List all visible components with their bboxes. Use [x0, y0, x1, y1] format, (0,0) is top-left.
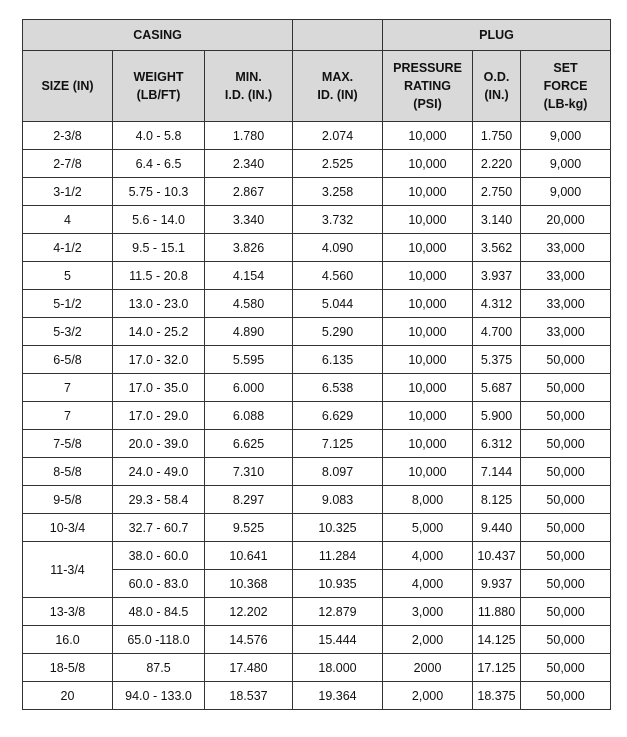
cell-size: 4-1/2 [23, 234, 113, 262]
cell-pressure: 2,000 [383, 682, 473, 710]
cell-min-id: 8.297 [205, 486, 293, 514]
cell-set-force: 50,000 [521, 654, 611, 682]
cell-od: 3.937 [473, 262, 521, 290]
cell-pressure: 10,000 [383, 346, 473, 374]
table-row [23, 514, 611, 542]
cell-min-id: 4.154 [205, 262, 293, 290]
cell-size: 5 [23, 262, 113, 290]
cell-pressure: 10,000 [383, 458, 473, 486]
cell-od: 17.125 [473, 654, 521, 682]
cell-pressure: 10,000 [383, 206, 473, 234]
cell-min-id: 17.480 [205, 654, 293, 682]
cell-max-id: 4.560 [293, 262, 383, 290]
cell-min-id: 18.537 [205, 682, 293, 710]
cell-pressure: 10,000 [383, 430, 473, 458]
cell-od: 18.375 [473, 682, 521, 710]
cell-min-id: 5.595 [205, 346, 293, 374]
cell-weight: 17.0 - 29.0 [113, 402, 205, 430]
cell-weight: 5.6 - 14.0 [113, 206, 205, 234]
size-header: SIZE (IN) [23, 51, 113, 122]
cell-od: 5.375 [473, 346, 521, 374]
cell-max-id: 2.074 [293, 122, 383, 150]
cell-pressure: 10,000 [383, 402, 473, 430]
cell-max-id: 5.044 [293, 290, 383, 318]
cell-pressure: 3,000 [383, 598, 473, 626]
cell-size: 7 [23, 374, 113, 402]
cell-pressure: 10,000 [383, 318, 473, 346]
cell-set-force: 50,000 [521, 626, 611, 654]
cell-max-id: 3.732 [293, 206, 383, 234]
cell-pressure: 10,000 [383, 290, 473, 318]
table-row [23, 346, 611, 374]
cell-weight: 9.5 - 15.1 [113, 234, 205, 262]
table-row [23, 598, 611, 626]
column-header-row [23, 51, 611, 122]
cell-size: 6-5/8 [23, 346, 113, 374]
cell-min-id: 2.340 [205, 150, 293, 178]
cell-set-force: 50,000 [521, 486, 611, 514]
cell-set-force: 33,000 [521, 262, 611, 290]
cell-max-id: 7.125 [293, 430, 383, 458]
cell-pressure: 4,000 [383, 542, 473, 570]
cell-pressure: 5,000 [383, 514, 473, 542]
cell-od: 6.312 [473, 430, 521, 458]
cell-max-id: 10.935 [293, 570, 383, 598]
table-row [23, 122, 611, 150]
table-row [23, 654, 611, 682]
cell-size: 9-5/8 [23, 486, 113, 514]
plug-group-header: PLUG [383, 20, 611, 51]
cell-weight: 60.0 - 83.0 [113, 570, 205, 598]
cell-pressure: 8,000 [383, 486, 473, 514]
cell-od: 7.144 [473, 458, 521, 486]
cell-max-id: 18.000 [293, 654, 383, 682]
cell-pressure: 10,000 [383, 178, 473, 206]
cell-min-id: 6.625 [205, 430, 293, 458]
cell-weight: 48.0 - 84.5 [113, 598, 205, 626]
cell-set-force: 50,000 [521, 682, 611, 710]
cell-min-id: 1.780 [205, 122, 293, 150]
cell-pressure: 4,000 [383, 570, 473, 598]
cell-od: 10.437 [473, 542, 521, 570]
pressure-rating-header: PRESSURE RATING (PSI) [383, 51, 473, 122]
set-force-header: SET FORCE (LB-kg) [521, 51, 611, 122]
cell-size: 10-3/4 [23, 514, 113, 542]
cell-max-id: 9.083 [293, 486, 383, 514]
cell-set-force: 50,000 [521, 374, 611, 402]
cell-min-id: 9.525 [205, 514, 293, 542]
cell-pressure: 10,000 [383, 150, 473, 178]
cell-set-force: 50,000 [521, 598, 611, 626]
cell-pressure: 10,000 [383, 122, 473, 150]
cell-size: 4 [23, 206, 113, 234]
table-row [23, 150, 611, 178]
weight-header: WEIGHT (LB/FT) [113, 51, 205, 122]
cell-od: 11.880 [473, 598, 521, 626]
table-body [23, 122, 611, 710]
cell-weight: 32.7 - 60.7 [113, 514, 205, 542]
cell-set-force: 9,000 [521, 178, 611, 206]
cell-min-id: 4.580 [205, 290, 293, 318]
cell-pressure: 2,000 [383, 626, 473, 654]
cell-size: 7 [23, 402, 113, 430]
cell-size: 11-3/4 [23, 542, 113, 598]
table-row [23, 206, 611, 234]
cell-max-id: 15.444 [293, 626, 383, 654]
cell-size: 20 [23, 682, 113, 710]
table-row [23, 458, 611, 486]
table-row [23, 374, 611, 402]
cell-min-id: 12.202 [205, 598, 293, 626]
cell-weight: 6.4 - 6.5 [113, 150, 205, 178]
cell-od: 4.312 [473, 290, 521, 318]
cell-max-id: 6.538 [293, 374, 383, 402]
table-row [23, 234, 611, 262]
cell-min-id: 10.368 [205, 570, 293, 598]
cell-max-id: 5.290 [293, 318, 383, 346]
group-header-spacer [293, 20, 383, 51]
cell-min-id: 6.088 [205, 402, 293, 430]
cell-size: 7-5/8 [23, 430, 113, 458]
cell-size: 5-3/2 [23, 318, 113, 346]
table-row [23, 430, 611, 458]
cell-od: 3.562 [473, 234, 521, 262]
cell-set-force: 50,000 [521, 458, 611, 486]
cell-max-id: 4.090 [293, 234, 383, 262]
cell-set-force: 50,000 [521, 514, 611, 542]
cell-pressure: 10,000 [383, 374, 473, 402]
table-row [23, 262, 611, 290]
cell-min-id: 6.000 [205, 374, 293, 402]
cell-min-id: 3.826 [205, 234, 293, 262]
cell-max-id: 3.258 [293, 178, 383, 206]
cell-weight: 38.0 - 60.0 [113, 542, 205, 570]
table-row [23, 682, 611, 710]
cell-min-id: 10.641 [205, 542, 293, 570]
cell-size: 2-3/8 [23, 122, 113, 150]
cell-od: 3.140 [473, 206, 521, 234]
cell-size: 18-5/8 [23, 654, 113, 682]
cell-weight: 24.0 - 49.0 [113, 458, 205, 486]
od-header: O.D. (IN.) [473, 51, 521, 122]
cell-od: 5.687 [473, 374, 521, 402]
min-id-header: MIN. I.D. (IN.) [205, 51, 293, 122]
cell-weight: 4.0 - 5.8 [113, 122, 205, 150]
cell-od: 2.220 [473, 150, 521, 178]
cell-set-force: 20,000 [521, 206, 611, 234]
cell-max-id: 10.325 [293, 514, 383, 542]
cell-od: 9.440 [473, 514, 521, 542]
cell-set-force: 50,000 [521, 402, 611, 430]
table-row [23, 542, 611, 570]
cell-weight: 5.75 - 10.3 [113, 178, 205, 206]
cell-weight: 14.0 - 25.2 [113, 318, 205, 346]
cell-weight: 20.0 - 39.0 [113, 430, 205, 458]
cell-weight: 94.0 - 133.0 [113, 682, 205, 710]
cell-weight: 29.3 - 58.4 [113, 486, 205, 514]
cell-min-id: 2.867 [205, 178, 293, 206]
cell-pressure: 2000 [383, 654, 473, 682]
cell-weight: 13.0 - 23.0 [113, 290, 205, 318]
cell-set-force: 50,000 [521, 570, 611, 598]
table-row [23, 318, 611, 346]
cell-set-force: 9,000 [521, 122, 611, 150]
cell-size: 3-1/2 [23, 178, 113, 206]
cell-max-id: 6.629 [293, 402, 383, 430]
cell-max-id: 11.284 [293, 542, 383, 570]
casing-plug-spec-table [22, 19, 611, 710]
cell-size: 5-1/2 [23, 290, 113, 318]
cell-od: 4.700 [473, 318, 521, 346]
cell-min-id: 4.890 [205, 318, 293, 346]
cell-set-force: 50,000 [521, 346, 611, 374]
table-row [23, 486, 611, 514]
table-row [23, 290, 611, 318]
cell-od: 14.125 [473, 626, 521, 654]
cell-od: 2.750 [473, 178, 521, 206]
cell-pressure: 10,000 [383, 262, 473, 290]
cell-set-force: 50,000 [521, 542, 611, 570]
cell-max-id: 6.135 [293, 346, 383, 374]
table-row [23, 402, 611, 430]
cell-od: 8.125 [473, 486, 521, 514]
cell-set-force: 33,000 [521, 290, 611, 318]
cell-max-id: 19.364 [293, 682, 383, 710]
cell-od: 1.750 [473, 122, 521, 150]
cell-pressure: 10,000 [383, 234, 473, 262]
cell-weight: 17.0 - 32.0 [113, 346, 205, 374]
cell-set-force: 9,000 [521, 150, 611, 178]
cell-min-id: 3.340 [205, 206, 293, 234]
cell-max-id: 12.879 [293, 598, 383, 626]
cell-set-force: 33,000 [521, 318, 611, 346]
cell-min-id: 7.310 [205, 458, 293, 486]
cell-weight: 87.5 [113, 654, 205, 682]
cell-weight: 17.0 - 35.0 [113, 374, 205, 402]
cell-od: 9.937 [473, 570, 521, 598]
cell-od: 5.900 [473, 402, 521, 430]
cell-min-id: 14.576 [205, 626, 293, 654]
cell-weight: 11.5 - 20.8 [113, 262, 205, 290]
cell-size: 8-5/8 [23, 458, 113, 486]
casing-group-header: CASING [23, 20, 293, 51]
cell-weight: 65.0 -118.0 [113, 626, 205, 654]
cell-max-id: 8.097 [293, 458, 383, 486]
cell-size: 2-7/8 [23, 150, 113, 178]
cell-size: 16.0 [23, 626, 113, 654]
cell-max-id: 2.525 [293, 150, 383, 178]
group-header-row [23, 20, 611, 51]
cell-set-force: 33,000 [521, 234, 611, 262]
cell-size: 13-3/8 [23, 598, 113, 626]
table-row [23, 178, 611, 206]
max-id-header: MAX. ID. (IN) [293, 51, 383, 122]
cell-set-force: 50,000 [521, 430, 611, 458]
table-row [23, 626, 611, 654]
